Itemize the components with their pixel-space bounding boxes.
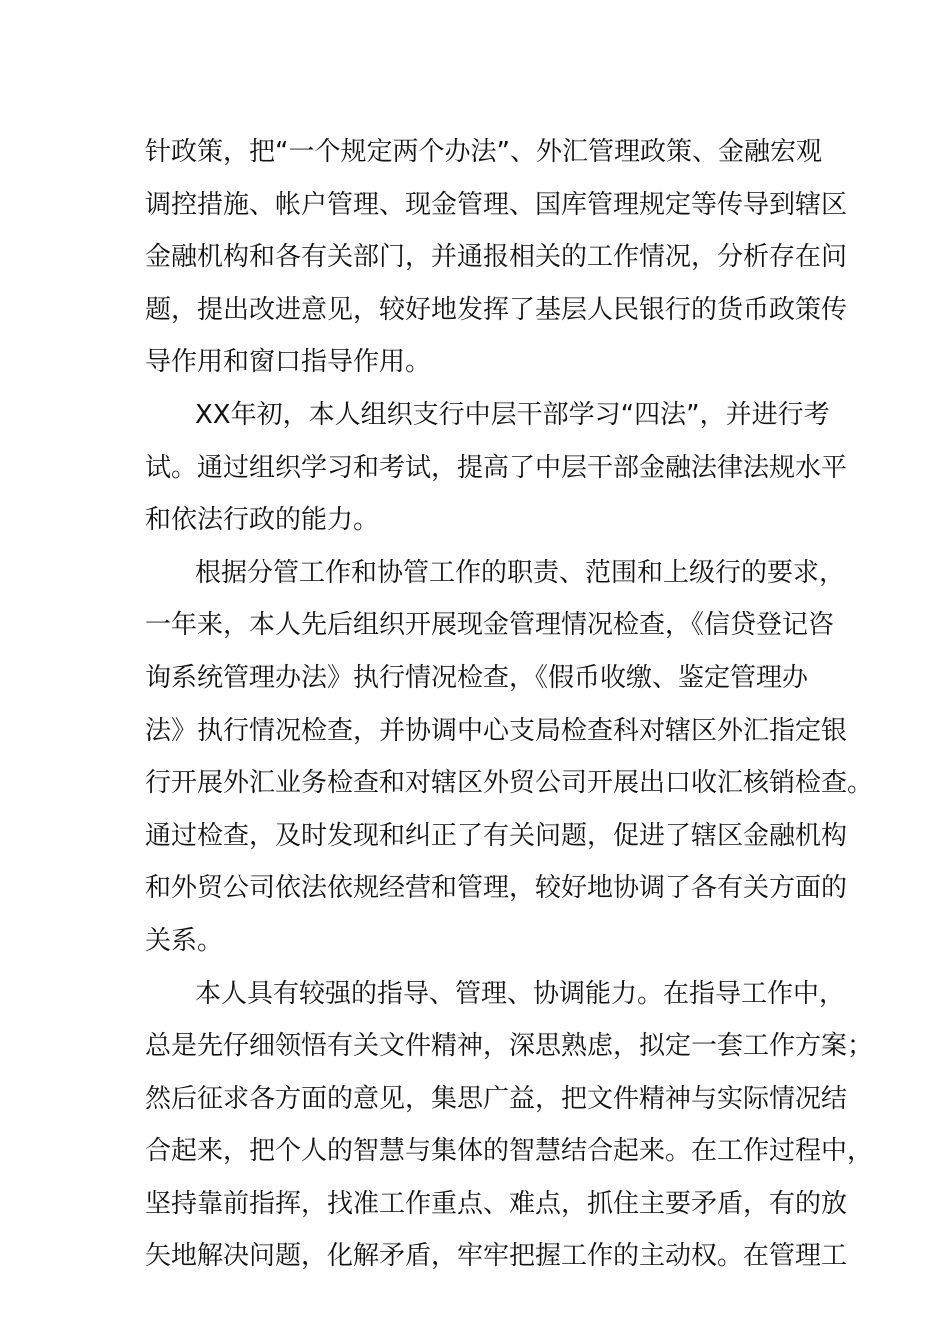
text-line: 总是先仔细领悟有关文件精神，深思熟虑，拟定一套工作方案；	[145, 1031, 874, 1062]
text-line: 通过检查，及时发现和纠正了有关问题，促进了辖区金融机构	[145, 820, 848, 851]
text-line: 金融机构和各有关部门，并通报相关的工作情况，分析存在问	[145, 242, 848, 273]
text-line: 调控措施、帐户管理、现金管理、国库管理规定等传导到辖区	[145, 189, 848, 220]
text-line: 然后征求各方面的意见，集思广益，把文件精神与实际情况结	[145, 1083, 848, 1114]
text-line: 矢地解决问题，化解矛盾，牢牢把握工作的主动权。在管理工	[145, 1241, 848, 1272]
text-line: 题，提出改进意见，较好地发挥了基层人民银行的货币政策传	[145, 294, 848, 325]
text-line: 针政策，把“一个规定两个办法”、外汇管理政策、金融宏观	[145, 137, 822, 167]
text-line: 合起来，把个人的智慧与集体的智慧结合起来。在工作过程中，	[145, 1136, 874, 1167]
text-line: 和依法行政的能力。	[145, 505, 380, 536]
paragraph-first-line: 根据分管工作和协管工作的职责、范围和上级行的要求，	[195, 557, 846, 588]
text-line: 一年来，本人先后组织开展现金管理情况检查，《信贷登记咨	[145, 610, 835, 641]
paragraph-first-line: XX年初，本人组织支行中层干部学习“四法”，并进行考	[195, 399, 830, 430]
text-line: 询系统管理办法》执行情况检查，《假币收缴、鉴定管理办	[145, 662, 809, 693]
text-line: 行开展外汇业务检查和对辖区外贸公司开展出口收汇核销检查。	[145, 768, 874, 799]
text-line: 试。通过组织学习和考试，提高了中层干部金融法律法规水平	[145, 452, 848, 483]
text-line: 坚持靠前指挥，找准工作重点、难点，抓住主要矛盾，有的放	[145, 1188, 848, 1219]
body-text	[145, 126, 874, 1283]
text-line: 和外贸公司依法依规经营和管理，较好地协调了各有关方面的	[145, 873, 848, 904]
text-line: 法》执行情况检查，并协调中心支局检查科对辖区外汇指定银	[145, 715, 848, 746]
text-line: 导作用和窗口指导作用。	[145, 347, 432, 378]
paragraph-first-line: 本人具有较强的指导、管理、协调能力。在指导工作中，	[195, 978, 846, 1009]
text-line: 关系。	[145, 925, 224, 956]
